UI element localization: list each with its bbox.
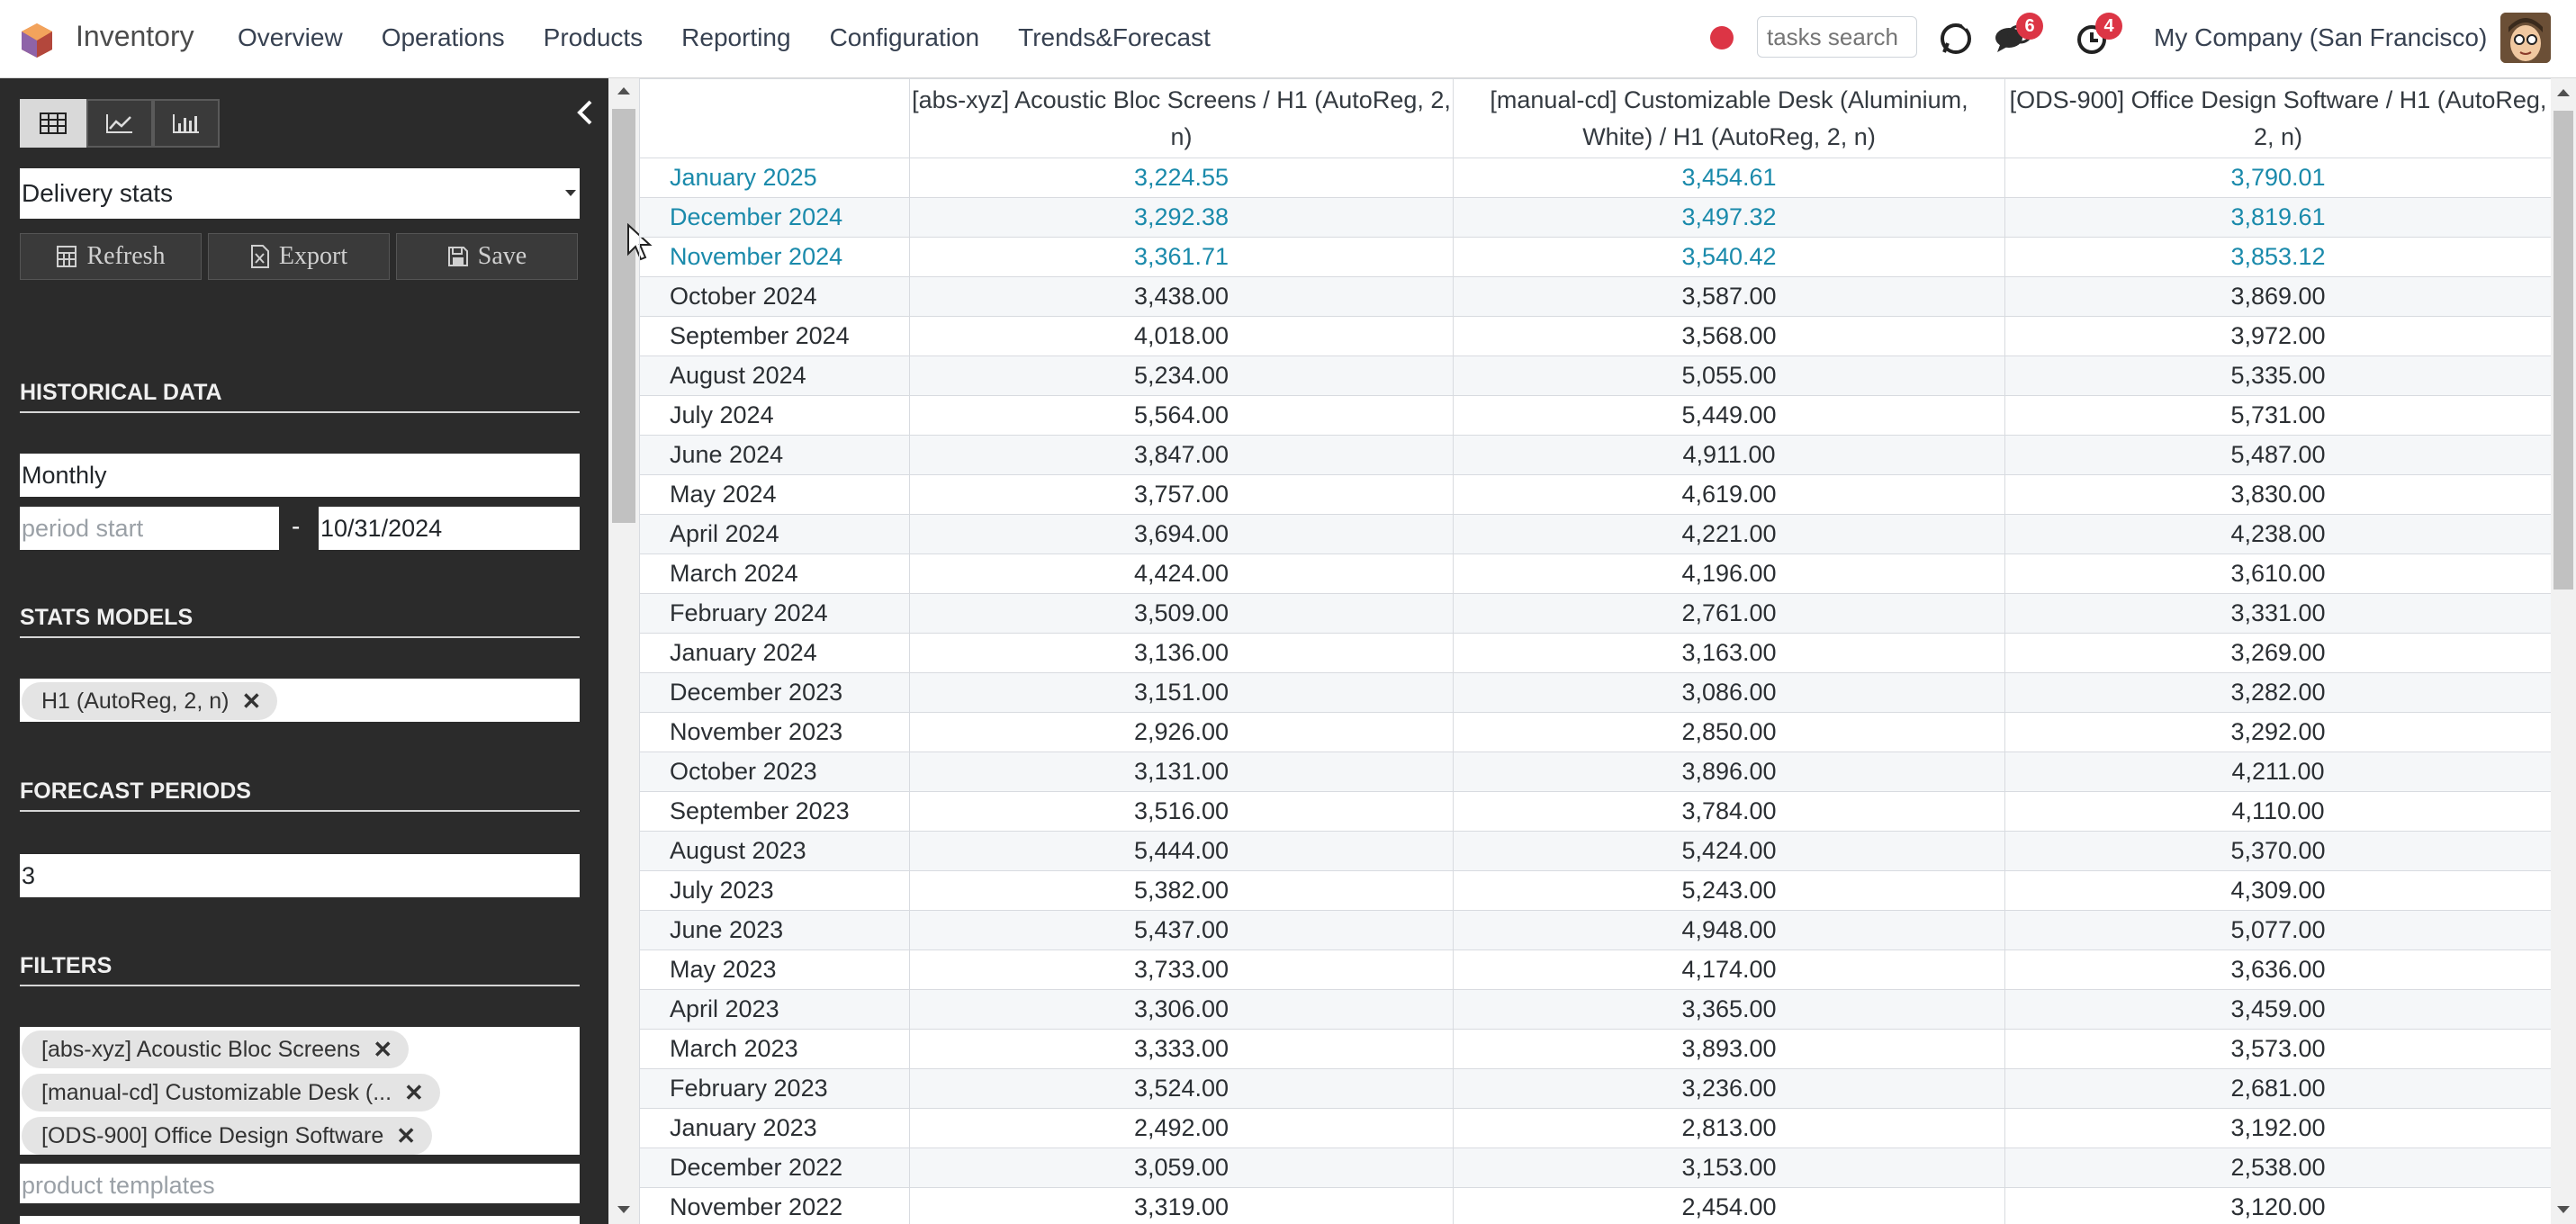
table-cell: 2,538.00 (2005, 1148, 2552, 1188)
bar-chart-icon (172, 112, 201, 134)
table-row (640, 752, 2552, 792)
filter-tag[interactable] (22, 1030, 409, 1068)
discuss-icon[interactable] (1933, 16, 1978, 61)
table-cell: 3,540.42 (1454, 238, 2005, 277)
stats-models-title: STATS MODELS (20, 605, 580, 638)
line-chart-icon (105, 112, 134, 134)
floppy-disk-icon (447, 246, 469, 267)
period-start-input[interactable]: period start (20, 507, 279, 550)
filter-tag[interactable] (22, 1074, 440, 1112)
table-cell: 5,077.00 (2005, 911, 2552, 950)
table-row (640, 1030, 2552, 1069)
sidebar-scroll-thumb[interactable] (612, 109, 635, 523)
remove-tag-icon[interactable]: ✕ (404, 1078, 424, 1106)
table-cell: 4,948.00 (1454, 911, 2005, 950)
action-buttons (20, 233, 578, 280)
table-cell: 3,365.00 (1454, 990, 2005, 1030)
export-button[interactable] (208, 233, 390, 280)
table-scroll-thumb[interactable] (2553, 111, 2573, 590)
remove-tag-icon[interactable]: ✕ (241, 687, 262, 715)
table-cell: 3,306.00 (910, 990, 1454, 1030)
row-label[interactable]: May 2024 (640, 475, 910, 515)
company-switcher[interactable]: My Company (San Francisco) (2154, 23, 2488, 51)
table-row (640, 832, 2552, 871)
table-scrollbar[interactable] (2551, 78, 2576, 1224)
row-label[interactable]: January 2023 (640, 1109, 910, 1148)
table-cell: 3,733.00 (910, 950, 1454, 990)
row-label[interactable]: January 2025 (640, 158, 910, 198)
table-row (640, 911, 2552, 950)
row-label[interactable]: October 2023 (640, 752, 910, 792)
chevron-down-icon (565, 190, 576, 196)
line-chart-view-button[interactable] (86, 99, 153, 148)
product-templates-input[interactable]: product templates (20, 1164, 580, 1203)
row-label[interactable]: June 2024 (640, 436, 910, 475)
periodicity-select[interactable]: Monthly (20, 454, 580, 497)
table-cell: 3,610.00 (2005, 554, 2552, 594)
table-cell: 3,136.00 (910, 634, 1454, 673)
table-cell: 3,459.00 (2005, 990, 2552, 1030)
table-cell: 3,509.00 (910, 594, 1454, 634)
stats-model-tag[interactable] (22, 682, 277, 720)
table-cell: 3,896.00 (1454, 752, 2005, 792)
calculator-icon (56, 246, 77, 267)
table-cell: 5,243.00 (1454, 871, 2005, 911)
table-cell: 3,568.00 (1454, 317, 2005, 356)
user-avatar[interactable] (2500, 13, 2551, 63)
table-cell: 4,110.00 (2005, 792, 2552, 832)
row-label[interactable]: May 2023 (640, 950, 910, 990)
table-cell: 3,636.00 (2005, 950, 2552, 990)
collapse-sidebar-icon[interactable] (572, 96, 598, 129)
table-cell: 3,086.00 (1454, 673, 2005, 713)
table-cell: 5,444.00 (910, 832, 1454, 871)
scroll-up-arrow-icon[interactable] (617, 87, 630, 94)
table-row (640, 515, 2552, 554)
table-row (640, 634, 2552, 673)
main-menu (238, 23, 1249, 52)
activities-count-badge: 4 (2095, 13, 2122, 40)
table-cell: 3,282.00 (2005, 673, 2552, 713)
table-cell: 2,850.00 (1454, 713, 2005, 752)
filter-tag-label: [abs-xyz] Acoustic Bloc Screens (41, 1036, 361, 1062)
table-cell: 3,587.00 (1454, 277, 2005, 317)
table-cell: 4,619.00 (1454, 475, 2005, 515)
table-cell: 3,869.00 (2005, 277, 2552, 317)
table-row (640, 317, 2552, 356)
table-cell: 5,564.00 (910, 396, 1454, 436)
save-button[interactable] (396, 233, 578, 280)
tasks-search-input[interactable] (1757, 16, 1917, 58)
row-label[interactable]: March 2023 (640, 1030, 910, 1069)
table-cell: 4,238.00 (2005, 515, 2552, 554)
next-field-partial (20, 1216, 580, 1224)
table-row (640, 713, 2552, 752)
table-row (640, 673, 2552, 713)
table-cell: 3,151.00 (910, 673, 1454, 713)
scroll-up-arrow-icon[interactable] (2557, 89, 2570, 96)
row-label[interactable]: March 2024 (640, 554, 910, 594)
table-cell: 2,926.00 (910, 713, 1454, 752)
table-cell: 5,055.00 (1454, 356, 2005, 396)
table-cell: 3,497.32 (1454, 198, 2005, 238)
row-header-cell (640, 79, 910, 158)
record-indicator-icon[interactable] (1710, 26, 1734, 50)
forecast-periods-input[interactable]: 3 (20, 854, 580, 897)
table-row (640, 277, 2552, 317)
refresh-label: Refresh (86, 242, 166, 270)
table-cell: 2,813.00 (1454, 1109, 2005, 1148)
row-label[interactable]: August 2024 (640, 356, 910, 396)
column-header[interactable]: [ODS-900] Office Design Software / H1 (AutoReg, 2, n) (2005, 79, 2552, 158)
table-cell: 3,454.61 (1454, 158, 2005, 198)
remove-tag-icon[interactable]: ✕ (373, 1035, 393, 1063)
table-row (640, 792, 2552, 832)
table-cell: 3,819.61 (2005, 198, 2552, 238)
row-label[interactable]: April 2024 (640, 515, 910, 554)
report-select-value: Delivery stats (22, 179, 174, 207)
pivot-table-container (639, 78, 2551, 1224)
table-cell: 3,847.00 (910, 436, 1454, 475)
table-row (640, 158, 2552, 198)
row-label[interactable]: December 2023 (640, 673, 910, 713)
scroll-down-arrow-icon[interactable] (2557, 1206, 2570, 1213)
menu-reporting[interactable]: Reporting (681, 23, 791, 51)
table-cell: 5,382.00 (910, 871, 1454, 911)
table-row (640, 594, 2552, 634)
column-header[interactable]: [abs-xyz] Acoustic Bloc Screens / H1 (AutoReg, 2, n) (910, 79, 1454, 158)
table-cell: 3,269.00 (2005, 634, 2552, 673)
table-cell: 3,438.00 (910, 277, 1454, 317)
messages-count-badge: 6 (2016, 13, 2043, 40)
table-body (640, 158, 2552, 1224)
table-cell: 3,573.00 (2005, 1030, 2552, 1069)
table-cell: 2,454.00 (1454, 1188, 2005, 1224)
scroll-down-arrow-icon[interactable] (617, 1206, 630, 1213)
row-label[interactable]: February 2023 (640, 1069, 910, 1109)
row-label[interactable]: December 2024 (640, 198, 910, 238)
table-cell: 3,059.00 (910, 1148, 1454, 1188)
messages-button[interactable] (1991, 16, 2036, 61)
table-cell: 3,893.00 (1454, 1030, 2005, 1069)
table-cell: 5,424.00 (1454, 832, 2005, 871)
row-label[interactable]: November 2023 (640, 713, 910, 752)
table-cell: 5,487.00 (2005, 436, 2552, 475)
filter-tag[interactable] (22, 1117, 432, 1155)
table-icon (40, 112, 67, 134)
menu-operations[interactable]: Operations (381, 23, 505, 51)
menu-overview[interactable]: Overview (238, 23, 343, 51)
historical-data-title: HISTORICAL DATA (20, 380, 580, 413)
row-label[interactable]: February 2024 (640, 594, 910, 634)
table-cell: 4,196.00 (1454, 554, 2005, 594)
table-cell: 3,224.55 (910, 158, 1454, 198)
table-cell: 3,516.00 (910, 792, 1454, 832)
table-cell: 3,236.00 (1454, 1069, 2005, 1109)
table-cell: 3,694.00 (910, 515, 1454, 554)
row-label[interactable]: July 2023 (640, 871, 910, 911)
stats-model-tag-label: H1 (AutoReg, 2, n) (41, 688, 230, 714)
table-cell: 5,370.00 (2005, 832, 2552, 871)
table-cell: 3,192.00 (2005, 1109, 2552, 1148)
period-separator: - (292, 512, 301, 540)
table-cell: 3,333.00 (910, 1030, 1454, 1069)
top-navbar (0, 0, 2576, 78)
table-cell: 4,018.00 (910, 317, 1454, 356)
table-cell: 3,131.00 (910, 752, 1454, 792)
table-row (640, 396, 2552, 436)
table-cell: 3,319.00 (910, 1188, 1454, 1224)
table-cell: 3,331.00 (2005, 594, 2552, 634)
sidebar (0, 78, 608, 1224)
app-logo-icon[interactable] (20, 22, 54, 58)
table-cell: 3,361.71 (910, 238, 1454, 277)
table-row (640, 554, 2552, 594)
table-row (640, 950, 2552, 990)
filter-tag-label: [manual-cd] Customizable Desk (... (41, 1079, 392, 1105)
stats-models-field[interactable] (20, 679, 580, 722)
forecast-table (639, 78, 2551, 1224)
table-row (640, 475, 2552, 515)
table-row (640, 198, 2552, 238)
table-row (640, 990, 2552, 1030)
row-label[interactable]: November 2022 (640, 1188, 910, 1224)
table-cell: 3,853.12 (2005, 238, 2552, 277)
table-cell: 4,211.00 (2005, 752, 2552, 792)
row-label[interactable]: November 2024 (640, 238, 910, 277)
row-label[interactable]: January 2024 (640, 634, 910, 673)
table-cell: 3,524.00 (910, 1069, 1454, 1109)
app-name[interactable]: Inventory (76, 20, 194, 52)
table-cell: 5,437.00 (910, 911, 1454, 950)
table-cell: 3,292.38 (910, 198, 1454, 238)
table-header-row (640, 79, 2552, 158)
report-select[interactable] (20, 168, 580, 219)
menu-configuration[interactable]: Configuration (829, 23, 980, 51)
table-row (640, 1188, 2552, 1224)
row-label[interactable]: June 2023 (640, 911, 910, 950)
table-cell: 2,761.00 (1454, 594, 2005, 634)
table-cell: 3,830.00 (2005, 475, 2552, 515)
row-label[interactable]: December 2022 (640, 1148, 910, 1188)
table-cell: 4,174.00 (1454, 950, 2005, 990)
forecast-periods-title: FORECAST PERIODS (20, 778, 580, 812)
refresh-button[interactable] (20, 233, 202, 280)
row-label[interactable]: September 2024 (640, 317, 910, 356)
table-row (640, 238, 2552, 277)
table-cell: 5,449.00 (1454, 396, 2005, 436)
filters-title: FILTERS (20, 953, 580, 986)
remove-tag-icon[interactable]: ✕ (396, 1121, 417, 1149)
table-row (640, 436, 2552, 475)
table-cell: 3,790.01 (2005, 158, 2552, 198)
table-row (640, 1109, 2552, 1148)
table-row (640, 1148, 2552, 1188)
period-end-input[interactable]: 10/31/2024 (319, 507, 580, 550)
table-cell: 2,681.00 (2005, 1069, 2552, 1109)
table-cell: 4,309.00 (2005, 871, 2552, 911)
table-cell: 5,335.00 (2005, 356, 2552, 396)
view-switcher (20, 99, 220, 148)
filters-field[interactable] (20, 1027, 580, 1155)
menu-trends-forecast[interactable]: Trends&Forecast (1018, 23, 1211, 51)
save-label: Save (477, 242, 527, 270)
table-view-button[interactable] (20, 99, 86, 148)
table-cell: 3,972.00 (2005, 317, 2552, 356)
table-cell: 4,911.00 (1454, 436, 2005, 475)
activities-button[interactable] (2070, 16, 2115, 61)
row-label[interactable]: September 2023 (640, 792, 910, 832)
row-label[interactable]: October 2024 (640, 277, 910, 317)
table-cell: 3,153.00 (1454, 1148, 2005, 1188)
table-cell: 5,731.00 (2005, 396, 2552, 436)
bar-chart-view-button[interactable] (153, 99, 220, 148)
row-label[interactable]: April 2023 (640, 990, 910, 1030)
table-cell: 4,221.00 (1454, 515, 2005, 554)
table-row (640, 356, 2552, 396)
row-label[interactable]: August 2023 (640, 832, 910, 871)
filter-tag-label: [ODS-900] Office Design Software (41, 1122, 384, 1148)
export-label: Export (278, 242, 348, 270)
table-cell: 3,784.00 (1454, 792, 2005, 832)
table-cell: 3,292.00 (2005, 713, 2552, 752)
table-cell: 3,757.00 (910, 475, 1454, 515)
table-cell: 5,234.00 (910, 356, 1454, 396)
table-cell: 2,492.00 (910, 1109, 1454, 1148)
excel-file-icon (250, 245, 270, 268)
table-cell: 3,120.00 (2005, 1188, 2552, 1224)
column-header[interactable]: [manual-cd] Customizable Desk (Aluminium, White) / H1 (AutoReg, 2, n) (1454, 79, 2005, 158)
table-row (640, 1069, 2552, 1109)
menu-products[interactable]: Products (543, 23, 644, 51)
table-row (640, 871, 2552, 911)
table-cell: 3,163.00 (1454, 634, 2005, 673)
row-label[interactable]: July 2024 (640, 396, 910, 436)
user-avatar-icon (2500, 13, 2551, 63)
table-cell: 4,424.00 (910, 554, 1454, 594)
